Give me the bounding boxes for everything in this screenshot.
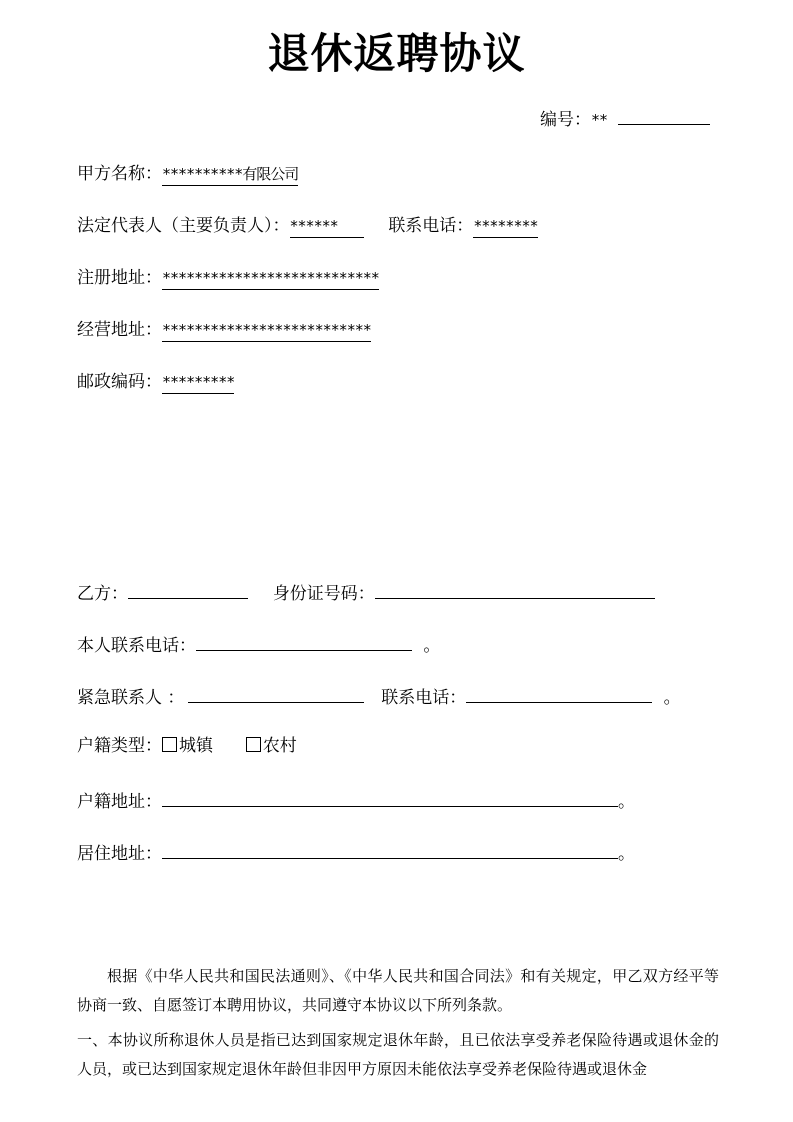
party-b-name-blank[interactable] <box>128 578 248 599</box>
party-a-reg-addr-value[interactable]: *************************** <box>162 268 379 290</box>
number-value: ** <box>591 111 608 129</box>
party-a-rep-row <box>77 214 538 238</box>
party-b-phone-period: 。 <box>423 636 441 656</box>
party-b-name-label: 乙方： <box>77 584 128 604</box>
hukou-urban-label: 城镇 <box>179 736 213 756</box>
document-number <box>540 104 710 132</box>
number-label: 编号： <box>540 110 591 130</box>
party-b-phone-row <box>77 630 440 658</box>
party-b-emergency-row <box>77 682 681 710</box>
party-b-emergency-phone-blank[interactable] <box>466 682 652 703</box>
party-b-emergency-phone-label: 联系电话： <box>381 688 467 708</box>
party-a-phone-label: 联系电话： <box>388 216 474 236</box>
party-a-rep-label: 法定代表人（主要负责人）： <box>77 216 290 236</box>
party-a-phone-value[interactable]: ******** <box>473 216 537 238</box>
party-a-name-value[interactable]: **********有限公司 <box>162 164 298 186</box>
party-b-home-addr-period: 。 <box>618 844 635 864</box>
document-title: 退休返聘协议 <box>267 29 526 78</box>
party-a-biz-addr-label: 经营地址： <box>77 320 162 340</box>
party-b-hukou-addr-label: 户籍地址： <box>77 792 162 812</box>
party-a-postcode-row <box>77 370 234 394</box>
party-b-hukou-type-label: 户籍类型： <box>77 736 162 756</box>
party-b-emergency-period: 。 <box>663 688 681 708</box>
party-b-phone-label: 本人联系电话： <box>77 636 196 656</box>
number-blank[interactable] <box>618 104 710 125</box>
party-a-biz-addr-row <box>77 318 371 342</box>
party-a-name-label: 甲方名称： <box>77 164 162 184</box>
party-b-home-addr-blank[interactable] <box>162 838 618 859</box>
party-a-postcode-label: 邮政编码： <box>77 372 162 392</box>
party-b-home-addr-label: 居住地址： <box>77 844 162 864</box>
party-b-name-row <box>77 578 655 606</box>
party-b-home-addr-row <box>77 838 635 866</box>
hukou-rural-label: 农村 <box>262 736 297 756</box>
party-b-emergency-label: 紧急联系人 ： <box>77 688 185 708</box>
party-a-reg-addr-row <box>77 266 379 290</box>
party-a-biz-addr-value[interactable]: ************************** <box>162 320 371 342</box>
party-b-id-label: 身份证号码： <box>272 584 375 604</box>
clause-1-paragraph: 一、本协议所称退休人员是指已达到国家规定退休年龄，且已依法享受养老保险待遇或退休金的人员，或已达到国家规定退休年龄但非因甲方原因未能依法享受养老保险待遇或退休金 <box>77 1031 719 1078</box>
party-b-id-blank[interactable] <box>375 578 655 599</box>
party-a-reg-addr-label: 注册地址： <box>77 268 162 288</box>
party-b-hukou-addr-blank[interactable] <box>162 786 618 807</box>
party-b-hukou-addr-row <box>77 786 635 814</box>
party-b-hukou-addr-period: 。 <box>618 792 635 812</box>
hukou-rural-checkbox[interactable] <box>246 737 261 752</box>
party-a-postcode-value[interactable]: ********* <box>162 372 234 394</box>
party-b-phone-blank[interactable] <box>196 630 412 651</box>
intro-paragraph: 根据《中华人民共和国民法通则》、《中华人民共和国合同法》和有关规定，甲乙双方经平等协商一致、自愿签订本聘用协议，共同遵守本协议以下所列条款。 <box>77 967 719 1014</box>
party-b-hukou-type-row <box>77 734 297 758</box>
party-a-name-row <box>77 162 298 186</box>
hukou-urban-checkbox[interactable] <box>162 737 177 752</box>
party-a-rep-value[interactable]: ****** <box>290 216 364 238</box>
party-b-emergency-blank[interactable] <box>188 682 364 703</box>
